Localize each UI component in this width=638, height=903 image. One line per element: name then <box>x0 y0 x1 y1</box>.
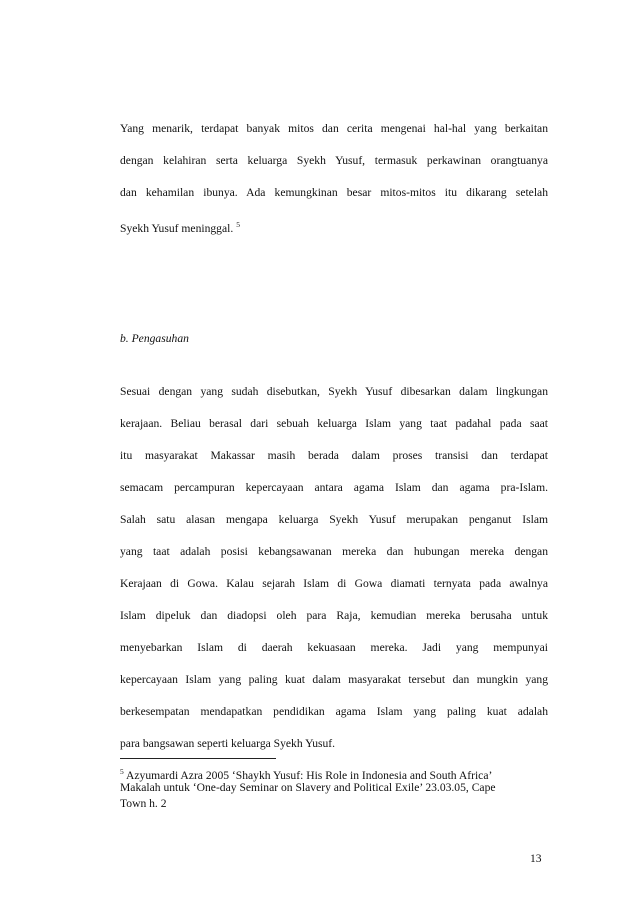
paragraph-line-last: para bangsawan seperti keluarga Syekh Yusuf. <box>120 737 336 750</box>
paragraph-line: Islam dipeluk dan diadopsi oleh para Raja, kemudian mereka berusaha untuk <box>120 609 548 622</box>
footnote-line: Town h. 2 <box>120 797 167 810</box>
footnote-number: 5 <box>120 767 124 776</box>
footnote <box>120 764 560 812</box>
footnote-line <box>120 764 560 780</box>
footnote-reference: 5 <box>236 220 240 229</box>
paragraph-line: yang taat adalah posisi kebangsawanan mereka dan hubungan mereka dengan <box>120 545 548 558</box>
paragraph-1 <box>120 122 548 250</box>
paragraph-line: Salah satu alasan mengapa keluarga Syekh Yusuf merupakan penganut Islam <box>120 513 548 526</box>
paragraph-line: kepercayaan Islam yang paling kuat dalam masyarakat tersebut dan mungkin yang <box>120 673 548 686</box>
paragraph-line-last <box>120 218 548 250</box>
paragraph-line: itu masyarakat Makassar masih berada dalam proses transisi dan terdapat <box>120 449 548 462</box>
paragraph-line-text: Syekh Yusuf meninggal. <box>120 221 234 235</box>
paragraph-line: Kerajaan di Gowa. Kalau sejarah Islam di Gowa diamati ternyata pada awalnya <box>120 577 548 590</box>
paragraph-line: kerajaan. Beliau berasal dari sebuah keluarga Islam yang taat padahal pada saat <box>120 417 548 430</box>
paragraph-line: berkesempatan mendapatkan pendidikan agama Islam yang paling kuat adalah <box>120 705 548 718</box>
footnote-text: Azyumardi Azra 2005 ‘Shaykh Yusuf: His Role in Indonesia and South Africa’ <box>123 768 493 782</box>
paragraph-line: menyebarkan Islam di daerah kekuasaan mereka. Jadi yang mempunyai <box>120 641 548 654</box>
paragraph-2 <box>120 385 548 769</box>
paragraph-line: dengan kelahiran serta keluarga Syekh Yusuf, termasuk perkawinan orangtuanya <box>120 154 548 167</box>
footnote-line: Makalah untuk ‘One-day Seminar on Slavery and Political Exile’ 23.03.05, Cape <box>120 781 496 794</box>
section-heading: b. Pengasuhan <box>120 332 189 345</box>
page-number: 13 <box>530 852 542 865</box>
paragraph-line: Yang menarik, terdapat banyak mitos dan cerita mengenai hal-hal yang berkaitan <box>120 122 548 135</box>
paragraph-line: Sesuai dengan yang sudah disebutkan, Syekh Yusuf dibesarkan dalam lingkungan <box>120 385 548 398</box>
paragraph-line: dan kehamilan ibunya. Ada kemungkinan besar mitos-mitos itu dikarang setelah <box>120 186 548 199</box>
footnote-separator <box>120 758 276 759</box>
paragraph-line: semacam percampuran kepercayaan antara agama Islam dan agama pra-Islam. <box>120 481 548 494</box>
